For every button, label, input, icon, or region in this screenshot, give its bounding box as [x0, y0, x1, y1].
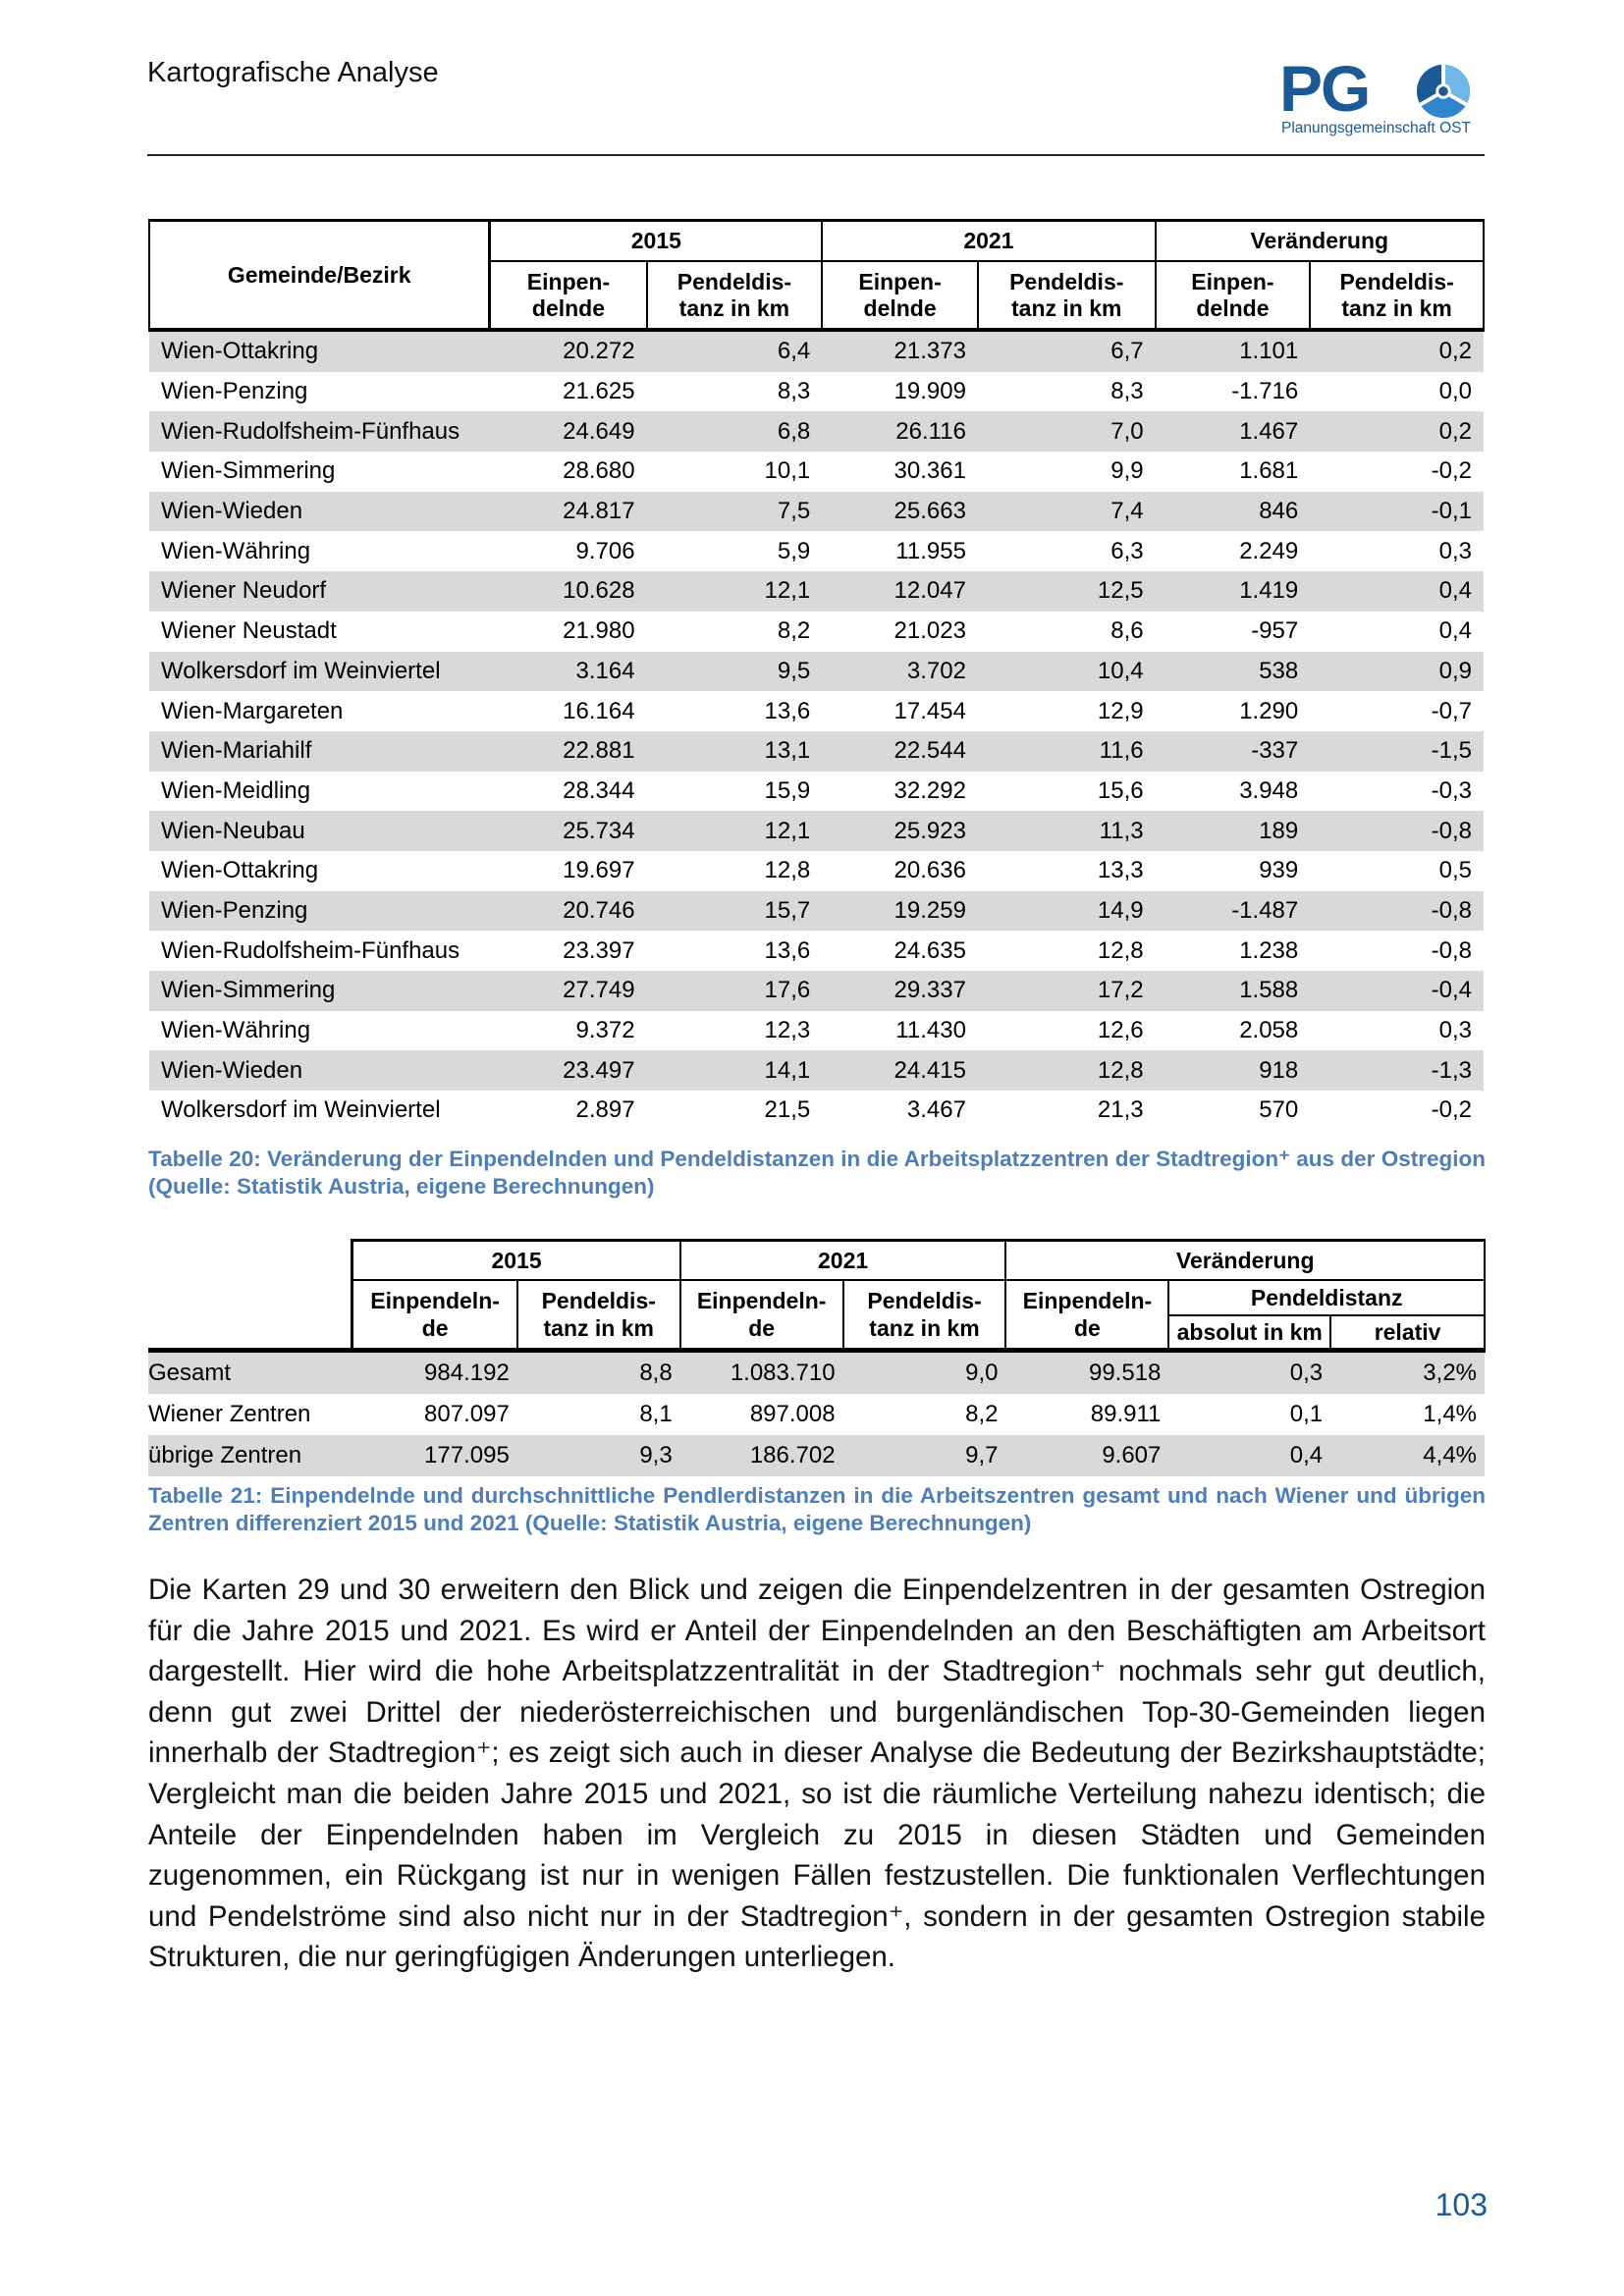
table-cell: 29.337	[822, 971, 978, 1011]
table-cell: -0,2	[1431, 457, 1472, 485]
table-cell: 1.101	[1156, 330, 1311, 372]
table-cell: 12,5	[978, 571, 1156, 612]
row-label: Wien-Penzing	[149, 891, 490, 932]
header-divider	[147, 154, 1485, 156]
table-cell: 13,6	[764, 936, 811, 964]
table-cell: 189	[1156, 811, 1311, 851]
table-cell: 8,8	[517, 1351, 680, 1395]
body-paragraph: Die Karten 29 und 30 erweitern den Blick und zeigen die Einpendelzentren in der gesamten Ostregion für die Jahre 2015 und 2021. Es wird er Anteil der Einpendelnden an den Beschäftigten am Arbeitsort dargestellt. Hier wird die hohe Arbeitsplatzzentralität in der Stadtregion⁺ nochmals sehr gut deutlich, denn gut zwei Drittel der niederösterreichischen und burgenländischen Top-30-Gemeinden liegen innerhalb der Stadtregion⁺; es zeigt sich auch in dieser Analyse die Bedeutung der Bezirkshauptstädte; Vergleicht man die beiden Jahre 2015 und 2021, so ist die räumliche Verteilung nahezu identisch; die Anteile der Einpendelnden haben im Vergleich zu 2015 in diesen Städten und Gemeinden zugenommen, ein Rückgang ist nur in wenigen Fällen festzustellen. Die funktionalen Verflechtungen und Pendelströme sind also nicht nur in der Stadtregion⁺, sondern in der gesamten Ostregion stabile Strukturen, die nur geringfügigen Änderungen unterliegen.	[148, 1574, 1486, 1974]
table-row	[149, 931, 1484, 971]
table-cell: 15,6	[1097, 776, 1144, 804]
table-cell: -0,3	[1431, 776, 1472, 804]
table-cell: 10,4	[978, 652, 1156, 692]
table-cell: 2.249	[1239, 537, 1299, 564]
table-cell: 8,2	[965, 1401, 999, 1427]
table-cell: 12,6	[1097, 1017, 1144, 1044]
column-header-pendeldistanz-2021: Pendeldis- tanz in km	[978, 261, 1156, 330]
table-cell: 20.272	[490, 330, 647, 372]
row-label: Gesamt	[148, 1351, 352, 1395]
table-cell: 11,3	[978, 811, 1156, 851]
table-cell: 15,9	[764, 776, 811, 804]
table-cell: 19.259	[822, 891, 978, 932]
column-group-2015: 2015	[352, 1241, 680, 1281]
column-group-pendeldistanz: Pendeldistanz	[1168, 1280, 1485, 1315]
table-row	[149, 811, 1484, 851]
table-cell: -0,1	[1310, 492, 1484, 532]
column-header-einpendelnde-2021: Einpendeln- de	[680, 1280, 843, 1351]
table-cell: 12.047	[822, 571, 978, 612]
table-cell: -0,4	[1310, 971, 1484, 1011]
table-cell: 21,5	[764, 1096, 811, 1124]
page-number: 103	[1435, 2187, 1488, 2222]
table-row	[148, 1435, 1485, 1476]
table-cell: 8,6	[1110, 617, 1144, 645]
table-cell: -957	[1251, 617, 1299, 645]
column-header-einpendelnde-change: Einpendeln- de	[1005, 1280, 1168, 1351]
table-cell: 0,3	[1438, 1017, 1472, 1044]
table-21-caption: Tabelle 21: Einpendelnde und durchschnittliche Pendlerdistanzen in die Arbeitszentren gesamt und nach Wiener und übrigen Zentren differenziert 2015 und 2021 (Quelle: Statistik Austria, eigene Berechnungen)	[148, 1483, 1486, 1535]
row-label: Wien-Rudolfsheim-Fünfhaus	[161, 936, 460, 964]
table-cell: 2.897	[575, 1096, 635, 1124]
table-cell: 9.372	[575, 1017, 635, 1044]
table-cell: 3,2%	[1330, 1351, 1485, 1395]
table-cell: 0,4	[1310, 571, 1484, 612]
table-cell: 7,4	[978, 492, 1156, 532]
table-cell: 3.467	[906, 1096, 966, 1124]
table-cell: 9,0	[843, 1351, 1006, 1395]
row-label: Wien-Neubau	[149, 811, 490, 851]
table-cell: 538	[1156, 652, 1311, 692]
table-cell: 12,8	[764, 857, 811, 884]
column-header-einpendelnde-2015: Einpendeln- de	[352, 1280, 517, 1351]
table-cell: 24.817	[490, 492, 647, 532]
column-group-veraenderung: Veränderung	[1005, 1241, 1485, 1281]
table-cell: 13,6	[764, 697, 811, 724]
row-label: Wien-Penzing	[161, 378, 308, 405]
table-row	[149, 1011, 1484, 1051]
table-cell: 11.430	[895, 1017, 966, 1044]
table-row	[149, 971, 1484, 1011]
table-20-caption: Tabelle 20: Veränderung der Einpendelnden und Pendeldistanzen in die Arbeitsplatzzentren der Stadtregion⁺ aus der Ostregion (Quelle: Statistik Austria, eigene Berechnungen)	[148, 1147, 1486, 1199]
table-cell: 8,1	[639, 1401, 673, 1427]
table-cell: 32.292	[893, 776, 966, 804]
table-row	[149, 492, 1484, 532]
table-row	[149, 372, 1484, 412]
column-header-pendeldistanz-2015: Pendeldis- tanz in km	[647, 261, 823, 330]
table-cell: 10.628	[490, 571, 647, 612]
table-cell: 12,8	[1097, 936, 1144, 964]
table-cell: 26.116	[822, 411, 978, 452]
table-cell: 12,1	[647, 571, 823, 612]
table-cell: 22.544	[822, 731, 978, 772]
body-text	[148, 1570, 1486, 1978]
column-header-einpendelnde-2021: Einpen- delnde	[822, 261, 978, 330]
table-cell: 918	[1156, 1050, 1311, 1091]
table-cell: 20.636	[893, 857, 966, 884]
table-cell: -0,2	[1431, 1096, 1472, 1124]
row-label: Wien-Wieden	[149, 1050, 490, 1091]
table-row	[148, 1394, 1485, 1435]
table-cell: 25.734	[490, 811, 647, 851]
table-cell: 0,1	[1289, 1401, 1324, 1427]
table-cell: 0,2	[1310, 330, 1484, 372]
table-row	[149, 330, 1484, 372]
table-cell: 8,3	[1110, 378, 1144, 405]
table-cell: 0,5	[1438, 857, 1472, 884]
table-cell: 25.923	[822, 811, 978, 851]
table-cell: 21.980	[563, 617, 635, 645]
row-label: Wien-Ottakring	[161, 857, 319, 884]
table-cell: -1,3	[1310, 1050, 1484, 1091]
table-cell: 20.746	[490, 891, 647, 932]
table-cell: 0,3	[1438, 537, 1472, 564]
table-row	[149, 1050, 1484, 1091]
table-20-body	[149, 330, 1484, 1131]
table-cell: 9.607	[1005, 1435, 1168, 1476]
row-label: Wiener Neudorf	[149, 571, 490, 612]
table-cell: 21.023	[893, 617, 966, 645]
column-header-einpendelnde-change: Einpen- delnde	[1156, 261, 1311, 330]
table-cell: 14,1	[647, 1050, 823, 1091]
column-group-veraenderung: Veränderung	[1156, 221, 1484, 262]
table-cell: 9.706	[575, 537, 635, 564]
table-cell: 19.697	[563, 857, 635, 884]
table-21-body	[148, 1351, 1485, 1477]
row-label: Wien-Margareten	[161, 697, 344, 724]
table-cell: 21,3	[1097, 1096, 1144, 1124]
table-cell: 186.702	[680, 1435, 843, 1476]
table-cell: 6,4	[647, 330, 823, 372]
row-label: Wolkersdorf im Weinviertel	[161, 1096, 441, 1124]
table-cell: -0,8	[1310, 891, 1484, 932]
table-cell: 9,5	[647, 652, 823, 692]
table-cell: 99.518	[1005, 1351, 1168, 1395]
pgo-logo	[1279, 52, 1488, 141]
row-label: übrige Zentren	[148, 1435, 352, 1476]
row-label: Wien-Simmering	[149, 971, 490, 1011]
table-cell: 21.373	[822, 330, 978, 372]
table-cell: 4,4%	[1330, 1435, 1485, 1476]
table-cell: 0,4	[1168, 1435, 1330, 1476]
table-cell: 570	[1259, 1096, 1299, 1124]
column-header-relativ: relativ	[1330, 1315, 1485, 1351]
row-label: Wien-Rudolfsheim-Fünfhaus	[149, 411, 490, 452]
table-cell: 0,9	[1310, 652, 1484, 692]
table-cell: 17,6	[647, 971, 823, 1011]
table-cell: 3.702	[822, 652, 978, 692]
table-row	[149, 571, 1484, 612]
row-label: Wien-Ottakring	[149, 330, 490, 372]
row-label: Wien-Simmering	[161, 457, 336, 485]
table-cell: 939	[1259, 857, 1299, 884]
table-cell: 17,2	[978, 971, 1156, 1011]
table-cell: 12,1	[647, 811, 823, 851]
logo-letters: PG	[1279, 52, 1370, 125]
table-cell: 0,0	[1438, 378, 1472, 405]
table-cell: 12,9	[1097, 697, 1144, 724]
table-cell: 28.344	[563, 776, 635, 804]
column-header-gemeinde: Gemeinde/Bezirk	[149, 221, 490, 331]
table-cell: 13,3	[1097, 857, 1144, 884]
table-cell: 30.361	[893, 457, 966, 485]
table-cell: 807.097	[424, 1401, 510, 1427]
table-cell: 9,9	[1110, 457, 1144, 485]
table-cell: 0,3	[1168, 1351, 1330, 1395]
table-cell: 3.164	[490, 652, 647, 692]
table-cell: 1.467	[1156, 411, 1311, 452]
row-label: Wiener Neustadt	[161, 617, 337, 645]
table-cell: 11,6	[978, 731, 1156, 772]
table-cell: 0,4	[1438, 617, 1472, 645]
row-label: Wien-Wieden	[149, 492, 490, 532]
row-label: Wiener Zentren	[148, 1401, 311, 1427]
table-cell: 1.083.710	[680, 1351, 843, 1395]
column-group-2015: 2015	[490, 221, 822, 262]
table-cell: 1.681	[1239, 457, 1299, 485]
table-cell: 24.415	[822, 1050, 978, 1091]
table-cell: 1.419	[1156, 571, 1311, 612]
table-cell: 89.911	[1090, 1401, 1162, 1427]
table-cell: 10,1	[764, 457, 811, 485]
table-row	[149, 691, 1484, 731]
table-row	[149, 891, 1484, 932]
table-cell: 17.454	[893, 697, 966, 724]
table-cell: 5,9	[777, 537, 811, 564]
table-row	[149, 411, 1484, 452]
table-cell: 6,7	[978, 330, 1156, 372]
table-cell: 177.095	[352, 1435, 517, 1476]
logo-subtitle: Planungsgemeinschaft OST	[1281, 120, 1471, 136]
table-cell: 0,2	[1310, 411, 1484, 452]
table-row	[149, 731, 1484, 772]
table-cell: 23.497	[490, 1050, 647, 1091]
row-label: Wien-Meidling	[161, 776, 311, 804]
column-header-absolut: absolut in km	[1168, 1315, 1330, 1351]
table-cell: 21.625	[563, 378, 635, 405]
row-label: Wien-Mariahilf	[149, 731, 490, 772]
table-cell: 15,7	[647, 891, 823, 932]
table-row	[148, 1351, 1485, 1395]
table-cell: 19.909	[893, 378, 966, 405]
table-row	[149, 531, 1484, 571]
table-row	[149, 452, 1484, 492]
row-label: Wien-Währing	[161, 1017, 311, 1044]
column-header-pendeldistanz-2015: Pendeldis- tanz in km	[517, 1280, 680, 1351]
table-row	[149, 1091, 1484, 1131]
table-cell: 24.635	[893, 936, 966, 964]
table-cell: 1,4%	[1423, 1401, 1477, 1427]
table-cell: 6,8	[647, 411, 823, 452]
row-label: Wien-Währing	[161, 537, 311, 564]
table-cell: 8,2	[777, 617, 811, 645]
running-header-title: Kartografische Analyse	[147, 57, 439, 88]
table-cell: 14,9	[978, 891, 1156, 932]
table-cell: 13,1	[647, 731, 823, 772]
table-cell: 846	[1156, 492, 1311, 532]
table-cell: -1.716	[1231, 378, 1299, 405]
table-cell: 16.164	[563, 697, 635, 724]
table-21	[148, 1239, 1486, 1476]
column-header-pendeldistanz-2021: Pendeldis- tanz in km	[843, 1280, 1006, 1351]
table-cell: -0,8	[1431, 936, 1472, 964]
pgo-logo-icon	[1415, 63, 1472, 120]
table-cell: 12,3	[764, 1017, 811, 1044]
table-row	[149, 772, 1484, 812]
table-cell: 11.955	[895, 537, 966, 564]
table-cell: 9,7	[843, 1435, 1006, 1476]
table-20	[148, 219, 1485, 1131]
table-cell: 1.238	[1239, 936, 1299, 964]
table-row	[149, 612, 1484, 652]
column-group-2021: 2021	[822, 221, 1155, 262]
column-group-2021: 2021	[680, 1241, 1006, 1281]
table-cell: 28.680	[563, 457, 635, 485]
table-cell: 1.290	[1239, 697, 1299, 724]
table-cell: 25.663	[822, 492, 978, 532]
table-row	[149, 851, 1484, 891]
table-cell: 897.008	[749, 1401, 836, 1427]
table-row	[149, 652, 1484, 692]
table-cell: 27.749	[490, 971, 647, 1011]
table-cell: 7,5	[647, 492, 823, 532]
column-header-pendeldistanz-change: Pendeldis- tanz in km	[1310, 261, 1484, 330]
table-cell: 1.588	[1156, 971, 1311, 1011]
table-cell: 7,0	[978, 411, 1156, 452]
table-cell: 22.881	[490, 731, 647, 772]
table-cell: 9,3	[517, 1435, 680, 1476]
table-cell: -1.487	[1156, 891, 1311, 932]
table-cell: 2.058	[1239, 1017, 1299, 1044]
column-header-einpendelnde-2015: Einpen- delnde	[490, 261, 647, 330]
table-cell: -0,8	[1310, 811, 1484, 851]
table-cell: 23.397	[563, 936, 635, 964]
table-cell: 8,3	[777, 378, 811, 405]
table-cell: -0,7	[1431, 697, 1472, 724]
table-cell: 24.649	[490, 411, 647, 452]
table-cell: 3.948	[1239, 776, 1299, 804]
table-cell: 6,3	[1110, 537, 1144, 564]
table-cell: 984.192	[352, 1351, 517, 1395]
table-cell: -1,5	[1310, 731, 1484, 772]
row-header-blank	[148, 1241, 352, 1351]
table-cell: -337	[1156, 731, 1311, 772]
table-cell: 12,8	[978, 1050, 1156, 1091]
row-label: Wolkersdorf im Weinviertel	[149, 652, 490, 692]
